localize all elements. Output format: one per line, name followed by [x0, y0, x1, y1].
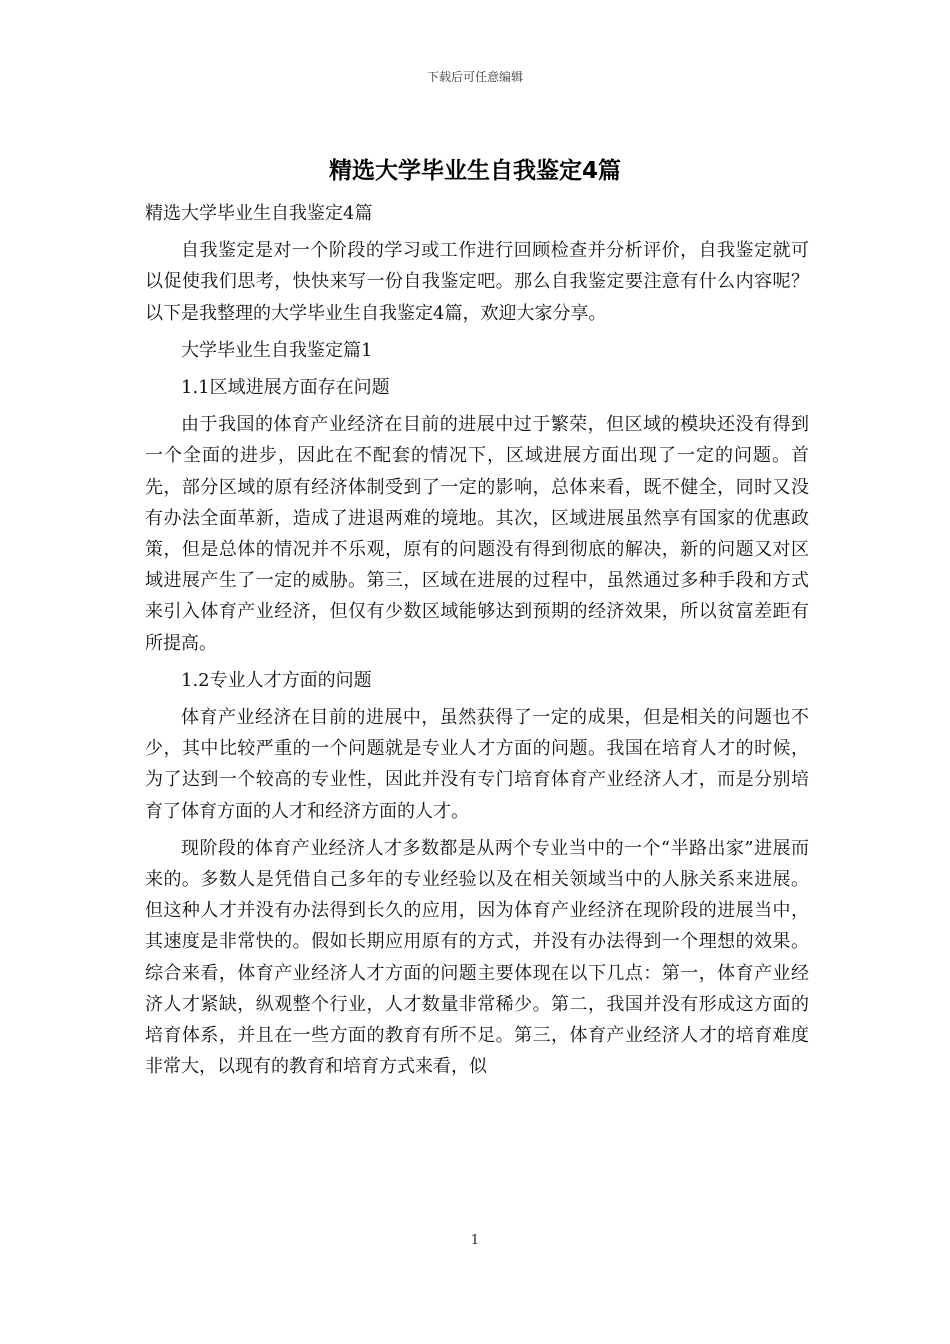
- document-body: [145, 198, 809, 1088]
- subsection-heading-1-1: 1.1区域进展方面存在问题: [181, 377, 390, 399]
- body-paragraph-talent: 体育产业经济在目前的进展中，虽然获得了一定的成果，但是相关的问题也不少，其中比较严重的一个问题就是专业人才方面的问题。我国在培育人才的时候，为了达到一个较高的专业性，因此并没有专门培育体育产业经济人才，而是分别培育了体育方面的人才和经济方面的人才。: [145, 707, 809, 822]
- document-title: 精选大学毕业生自我鉴定4篇: [328, 158, 621, 184]
- page-header-note: 下载后可任意编辑: [426, 70, 523, 84]
- body-paragraph-regional: 由于我国的体育产业经济在目前的进展中过于繁荣，但区域的模块还没有得到一个全面的进步，因此在不配套的情况下，区域进展方面出现了一定的问题。首先，部分区域的原有经济体制受到了一定的影响，总体来看，既不健全，同时又没有办法全面革新，造成了进退两难的境地。其次，区域进展虽然享有国家的优惠政策，但是总体的情况并不乐观，原有的问题没有得到彻底的解决，新的问题又对区域进展产生了一定的威胁。第三，区域在进展的过程中，虽然通过多种手段和方式来引入体育产业经济，但仅有少数区域能够达到预期的经济效果，所以贫富差距有所提高。: [145, 414, 809, 654]
- page-number: 1: [470, 1233, 480, 1248]
- body-paragraph-current-stage: 现阶段的体育产业经济人才多数都是从两个专业当中的一个“半路出家”进展而来的。多数人是凭借自己多年的专业经验以及在相关领域当中的人脉关系来进展。但这种人才并没有办法得到长久的应用，因为体育产业经济在现阶段的进展当中，其速度是非常快的。假如长期应用原有的方式，并没有办法得到一个理想的效果。综合来看，体育产业经济人才方面的问题主要体现在以下几点：第一，体育产业经济人才紧缺，纵观整个行业，人才数量非常稀少。第二，我国并没有形成这方面的培育体系，并且在一些方面的教育有所不足。第三，体育产业经济人才的培育难度非常大，以现有的教育和培育方式来看，似: [145, 837, 809, 1078]
- intro-paragraph: 自我鉴定是对一个阶段的学习或工作进行回顾检查并分析评价，自我鉴定就可以促使我们思考，快快来写一份自我鉴定吧。那么自我鉴定要注意有什么内容呢？以下是我整理的大学毕业生自我鉴定4篇，欢迎大家分享。: [145, 240, 809, 324]
- subsection-heading-1-2: 1.2专业人才方面的问题: [181, 669, 372, 691]
- section-heading-part1: 大学毕业生自我鉴定篇1: [181, 339, 373, 361]
- document-subtitle: 精选大学毕业生自我鉴定4篇: [145, 203, 373, 224]
